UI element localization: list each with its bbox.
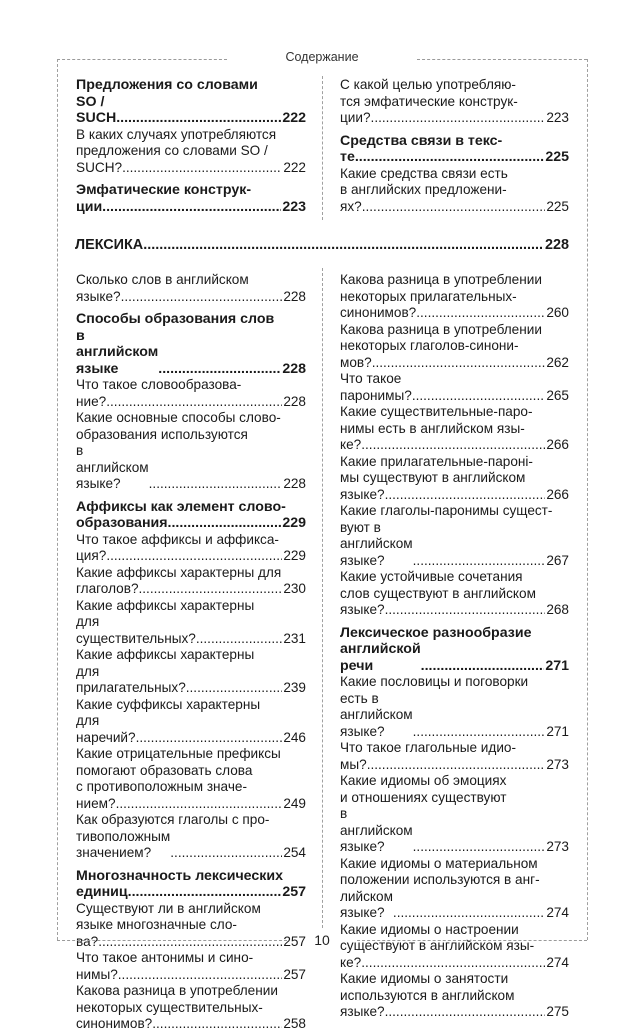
leader-dots <box>367 757 546 774</box>
toc-entry[interactable] <box>340 971 569 1021</box>
frame-right-border <box>587 59 588 940</box>
toc-entry-text: образования <box>76 515 168 531</box>
toc-page-number: 273 <box>546 756 569 772</box>
toc-entry-text: Многозначность лексических <box>76 867 283 884</box>
toc-entry-text: Какие суффиксы характерны <box>76 696 261 712</box>
toc-entry-text: Способы образования слов <box>76 311 275 327</box>
leader-dots <box>413 724 546 741</box>
toc-entry-text: образования используются <box>76 426 248 442</box>
toc-entry[interactable] <box>76 532 306 565</box>
page-number: 10 <box>314 932 330 948</box>
toc-page-number: 231 <box>283 630 306 646</box>
toc-entry[interactable] <box>76 598 306 648</box>
toc-entry-text: ции? <box>340 110 371 125</box>
leader-dots <box>385 602 546 619</box>
toc-entry-text: в английском языке <box>76 327 159 377</box>
toc-entry-text: есть в английском языке? <box>340 690 413 739</box>
toc-heading[interactable] <box>76 77 306 127</box>
toc-entry-text: языке? <box>340 486 385 502</box>
toc-entry[interactable] <box>76 565 306 598</box>
toc-entry-text: Эмфатические конструк- <box>76 182 252 198</box>
leader-dots <box>128 884 282 901</box>
toc-entry[interactable] <box>76 647 306 697</box>
bottom-column-divider <box>322 268 323 928</box>
toc-entry-text: синонимов? <box>76 1016 153 1031</box>
leader-dots <box>361 955 545 972</box>
toc-entry[interactable] <box>340 166 569 216</box>
toc-entry-text: лийском языке? <box>340 888 393 920</box>
toc-entry-text: Что такое антонимы и сино- <box>76 950 254 965</box>
section-page: 228 <box>544 237 569 253</box>
leader-dots <box>143 237 544 253</box>
leader-dots <box>385 1004 546 1021</box>
toc-heading[interactable] <box>76 311 306 377</box>
toc-entry-text: ции <box>76 198 103 215</box>
toc-page-number: 257 <box>283 933 306 949</box>
toc-page-number: 222 <box>283 159 306 175</box>
toc-entry-text: Какова разница в употреблении <box>340 272 542 287</box>
toc-entry-text: предложения со словами SO / <box>76 143 268 158</box>
toc-page-number: 229 <box>283 548 306 563</box>
toc-page-number: 274 <box>546 905 569 920</box>
toc-page-number: 273 <box>546 839 569 854</box>
toc-entry[interactable] <box>76 377 306 410</box>
toc-entry-text: В каких случаях употребляются <box>76 126 277 142</box>
toc-entry-text: Что такое паронимы? <box>340 371 412 403</box>
header-rule-right <box>417 59 587 60</box>
toc-entry-text: Что такое глагольные идио- <box>340 740 517 755</box>
leader-dots <box>118 967 283 984</box>
leader-dots <box>393 905 545 922</box>
toc-entry-text: Какие пословицы и поговорки <box>340 674 529 689</box>
toc-entry-text: с противоположным значе- <box>76 779 247 794</box>
leader-dots <box>371 110 546 127</box>
leader-dots <box>385 487 546 504</box>
toc-entry-text: Какие идиомы о настроении <box>340 921 519 937</box>
toc-page-number: 228 <box>282 360 306 377</box>
toc-entry-text: языке? <box>76 288 121 304</box>
toc-entry-text: Существуют ли в английском <box>76 900 261 916</box>
toc-entry[interactable] <box>340 856 569 922</box>
toc-heading[interactable] <box>76 182 306 215</box>
toc-entry-text: в английском языке? <box>340 806 413 854</box>
toc-entry-text: Какие глаголы-паронимы сущест- <box>340 503 553 518</box>
toc-entry[interactable] <box>340 569 569 619</box>
toc-entry[interactable] <box>76 272 306 305</box>
toc-entry-text: ке? <box>340 954 362 970</box>
toc-entry-text: в английских предложени- <box>340 182 507 197</box>
toc-entry[interactable] <box>340 77 569 127</box>
toc-entry-text: Какие идиомы о материальном <box>340 855 538 871</box>
toc-entry-text: С какой целью употребляю- <box>340 77 516 92</box>
toc-page-number: 249 <box>283 795 306 811</box>
toc-entry-text: в английском языке? <box>76 443 149 491</box>
toc-page-number: 271 <box>545 657 569 674</box>
leader-dots <box>139 581 283 598</box>
toc-entry-text: используются в английском <box>340 987 515 1003</box>
leader-dots <box>196 631 282 648</box>
toc-page-number: 268 <box>546 602 569 617</box>
toc-page-number: 275 <box>546 1004 569 1019</box>
leader-dots <box>416 305 545 322</box>
toc-entry-text: Какие аффиксы характерны <box>76 597 255 613</box>
toc-entry-text: Какие существительные-паро- <box>340 404 533 419</box>
toc-entry-text: языке? <box>340 602 385 617</box>
leader-dots <box>102 199 281 216</box>
toc-entry-text: ях? <box>340 198 362 214</box>
leader-dots <box>116 796 283 813</box>
toc-page-number: 254 <box>283 845 306 860</box>
toc-page-number: 274 <box>546 954 569 970</box>
toc-entry-text: Лексическое разнообразие <box>340 624 532 641</box>
toc-entry-text: ке? <box>340 437 362 452</box>
toc-entry-text: некоторых глаголов-синони- <box>340 338 519 353</box>
toc-entry-text: SUCH? <box>76 159 123 175</box>
toc-page-number: 223 <box>282 198 306 215</box>
toc-entry-text: ция? <box>76 548 107 563</box>
section-heading[interactable] <box>75 237 569 253</box>
toc-entry-text: английской речи <box>340 641 421 674</box>
toc-top-right-column <box>340 77 569 215</box>
toc-entry-text: SO / SUCH <box>76 93 117 126</box>
toc-entry[interactable] <box>340 454 569 504</box>
toc-entry-text: Предложения со словами <box>76 77 258 93</box>
toc-entry-text: Какие основные способы слово- <box>76 410 281 425</box>
leader-dots <box>106 548 282 565</box>
toc-entry-text: ние? <box>76 393 107 409</box>
leader-dots <box>152 1016 282 1033</box>
leader-dots <box>149 476 283 493</box>
toc-entry-text: Что такое аффиксы и аффикса- <box>76 531 279 547</box>
toc-entry-text: тивоположным значением? <box>76 828 171 860</box>
toc-entry-text: Аффиксы как элемент слово- <box>76 498 286 515</box>
toc-entry-text: помогают образовать слова <box>76 762 253 778</box>
leader-dots <box>122 160 282 177</box>
toc-entry-text: для существительных? <box>76 614 196 646</box>
toc-entry-text: синонимов? <box>340 305 417 320</box>
leader-dots <box>186 680 283 697</box>
toc-page-number: 225 <box>545 149 569 165</box>
toc-entry-text: мы существуют в английском <box>340 470 526 485</box>
leader-dots <box>361 437 545 454</box>
toc-entry-text: те <box>340 149 355 165</box>
toc-right-column <box>340 272 569 1021</box>
toc-heading[interactable] <box>340 625 569 675</box>
toc-entry-text: существуют в английском язы- <box>340 938 535 953</box>
toc-page-number: 266 <box>546 437 569 452</box>
leader-dots <box>421 658 545 675</box>
toc-entry[interactable] <box>340 773 569 856</box>
toc-entry-text: глаголов? <box>76 581 139 596</box>
toc-entry-text: ва? <box>76 933 99 949</box>
toc-entry-text: языке? <box>340 1004 385 1019</box>
toc-page-number: 225 <box>546 198 569 214</box>
toc-entry-text: нием? <box>76 795 116 811</box>
toc-entry-text: Какие идиомы о занятости <box>340 971 509 986</box>
toc-page-number: 271 <box>546 723 569 739</box>
toc-entry-text: для наречий? <box>76 713 136 745</box>
toc-entry[interactable] <box>340 503 569 569</box>
toc-page-number: 230 <box>283 581 306 596</box>
toc-entry-text: вуют в английском языке? <box>340 519 413 568</box>
frame-left-border <box>57 59 58 940</box>
toc-page-number: 265 <box>546 387 569 403</box>
toc-entry-text: Сколько слов в английском <box>76 272 249 287</box>
toc-page-number: 223 <box>546 110 569 125</box>
toc-page-number: 229 <box>282 515 306 531</box>
top-column-divider <box>322 76 323 220</box>
leader-dots <box>170 845 282 862</box>
toc-entry-text: нимы есть в английском язы- <box>340 420 525 436</box>
toc-page-number: 257 <box>282 884 306 900</box>
toc-entry[interactable] <box>76 950 306 983</box>
leader-dots <box>106 394 282 411</box>
leader-dots <box>136 730 283 747</box>
toc-entry-text: Какие аффиксы характерны <box>76 647 255 662</box>
toc-entry-text: для прилагательных? <box>76 663 186 695</box>
toc-page-number: 260 <box>546 305 569 320</box>
toc-page-number: 228 <box>283 476 306 491</box>
toc-entry-text: языке многозначные сло- <box>76 917 237 932</box>
toc-entry-text: некоторых существительных- <box>76 999 263 1015</box>
toc-entry[interactable] <box>340 404 569 454</box>
toc-heading[interactable] <box>76 499 306 532</box>
leader-dots <box>158 361 281 378</box>
toc-entry[interactable] <box>340 272 569 322</box>
toc-entry[interactable] <box>340 371 569 404</box>
leader-dots <box>116 110 281 127</box>
toc-entry[interactable] <box>340 674 569 740</box>
leader-dots <box>355 149 544 166</box>
toc-entry-text: Какие устойчивые сочетания <box>340 569 523 584</box>
toc-entry[interactable] <box>76 410 306 493</box>
toc-entry[interactable] <box>76 812 306 862</box>
toc-entry[interactable] <box>76 697 306 747</box>
toc-page-number: 267 <box>546 552 569 568</box>
toc-entry-text: Какие аффиксы характерны для <box>76 564 282 580</box>
toc-heading[interactable] <box>76 868 306 901</box>
toc-entry-text: положении используются в анг- <box>340 872 540 887</box>
toc-entry-text: Какие отрицательные префиксы <box>76 746 281 761</box>
leader-dots <box>413 839 546 856</box>
leader-dots <box>362 199 546 216</box>
toc-entry-text: Средства связи в текс- <box>340 132 503 149</box>
toc-entry-text: мов? <box>340 354 372 370</box>
toc-page-number: 228 <box>283 288 306 304</box>
toc-page-number: 258 <box>283 1016 306 1031</box>
toc-entry-text: мы? <box>340 756 367 772</box>
section-title: ЛЕКСИКА <box>75 237 144 253</box>
toc-page-number: 222 <box>282 110 306 126</box>
toc-heading[interactable] <box>340 133 569 166</box>
toc-page-number: 228 <box>283 393 306 409</box>
toc-entry-text: и отношениях существуют <box>340 789 507 805</box>
toc-entry-text: слов существуют в английском <box>340 585 536 601</box>
toc-page-number: 266 <box>546 486 569 502</box>
toc-top-left-column <box>76 77 306 215</box>
toc-page-number: 239 <box>283 680 306 695</box>
toc-entry[interactable] <box>340 322 569 372</box>
leader-dots <box>413 553 546 570</box>
toc-entry[interactable] <box>76 983 306 1033</box>
leader-dots <box>121 289 283 306</box>
leader-dots <box>412 388 546 405</box>
toc-entry-text: тся эмфатические конструк- <box>340 93 518 109</box>
toc-entry-text: Какие средства связи есть <box>340 165 508 181</box>
toc-page-number: 262 <box>546 354 569 370</box>
toc-entry[interactable] <box>76 127 306 177</box>
toc-entry-text: Какие прилагательные-пароні- <box>340 453 533 469</box>
toc-entry-text: единиц <box>76 884 128 900</box>
leader-dots <box>168 515 282 532</box>
toc-entry-text: некоторых прилагательных- <box>340 288 517 304</box>
toc-page-number: 257 <box>283 966 306 982</box>
toc-entry-text: Как образуются глаголы с про- <box>76 812 270 827</box>
leader-dots <box>372 355 546 372</box>
page-title: Содержание <box>285 50 359 64</box>
toc-entry-text: Какова разница в употреблении <box>340 321 542 337</box>
toc-entry[interactable] <box>76 746 306 812</box>
toc-entry-text: Какова разница в употреблении <box>76 983 278 998</box>
toc-entry-text: Какие идиомы об эмоциях <box>340 773 507 788</box>
toc-entry-text: нимы? <box>76 966 118 982</box>
toc-entry[interactable] <box>340 740 569 773</box>
toc-entry-text: Что такое словообразова- <box>76 377 242 392</box>
toc-page-number: 246 <box>283 729 306 745</box>
toc-left-column <box>76 272 306 1033</box>
